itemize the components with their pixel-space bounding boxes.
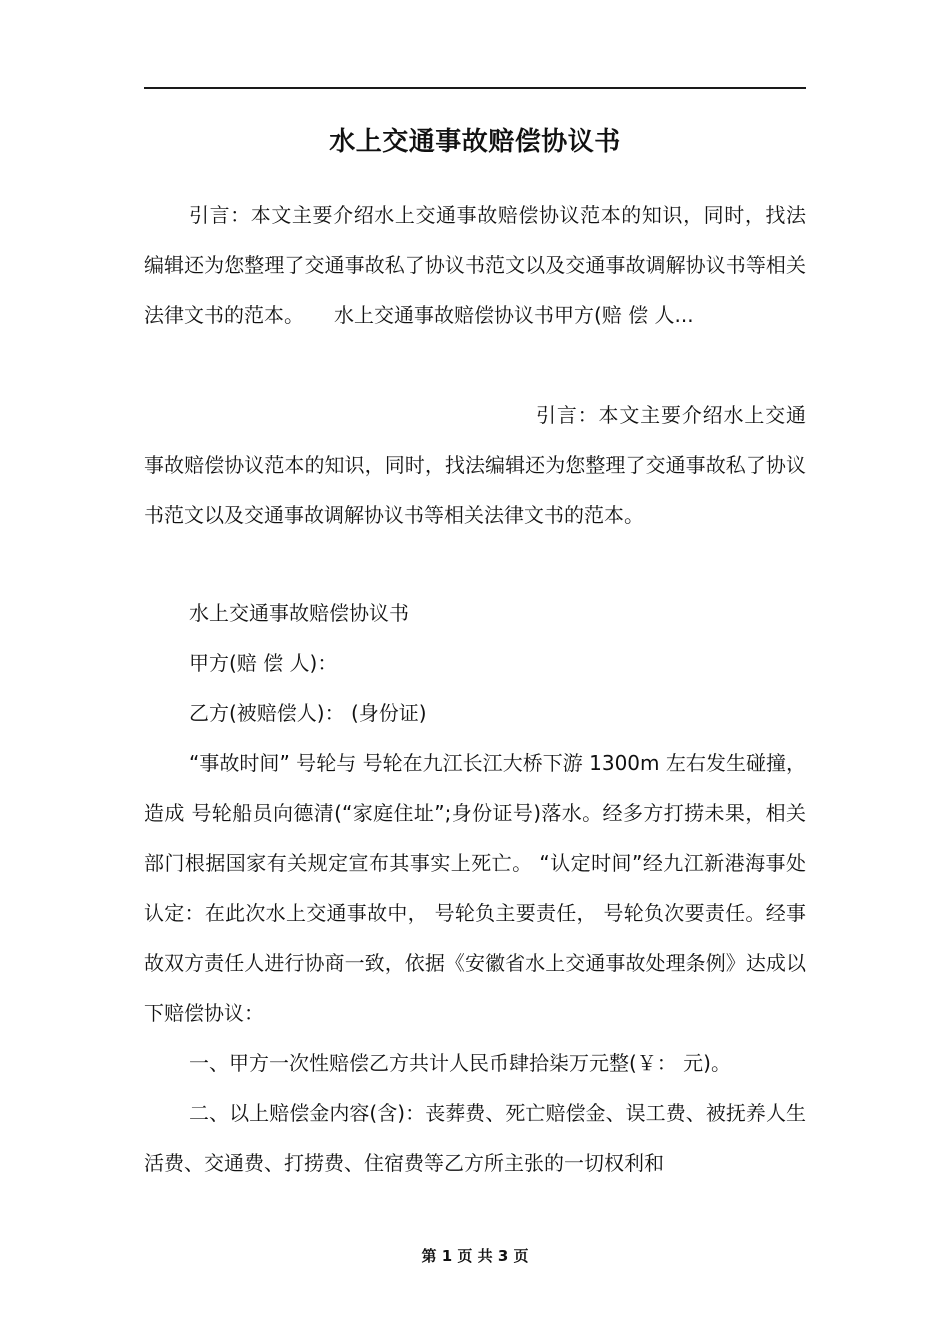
- accident-paragraph: “事故时间” 号轮与 号轮在九江长江大桥下游 1300m 左右发生碰撞，造成 号轮船员向德清(“家庭住址”;身份证号)落水。经多方打捞未果，相关部门根据国家有关规定宣布其事实上死亡。 “认定时间”经九江新港海事处认定：在此次水上交通事故中， 号轮负主要责任， 号轮负次要责任。经事故双方责任人进行协商一致，依据《安徽省水上交通事故处理条例》达成以下赔偿协议：: [144, 751, 806, 1025]
- document-body: [144, 588, 806, 1188]
- party-a-line: 甲方(赔 偿 人)：: [189, 651, 338, 675]
- clause-1: 一、甲方一次性赔偿乙方共计人民币肆拾柒万元整(￥： 元)。: [189, 1051, 731, 1075]
- document-title: 水上交通事故赔偿协议书: [329, 127, 621, 157]
- page-indicator: 第 1 页 共 3 页: [421, 1247, 529, 1265]
- header-rule: [144, 87, 806, 89]
- intro-paragraph: 引言：本文主要介绍水上交通事故赔偿协议范本的知识，同时，找法编辑还为您整理了交通事故私了协议书范文以及交通事故调解协议书等相关法律文书的范本。 水上交通事故赔偿协议书甲方(赔 偿 人...: [144, 203, 806, 327]
- clause-2: 二、以上赔偿金内容(含)：丧葬费、死亡赔偿金、误工费、被抚养人生活费、交通费、打捞费、住宿费等乙方所主张的一切权利和: [144, 1101, 806, 1175]
- summary-paragraph: 引言：本文主要介绍水上交通事故赔偿协议范本的知识，同时，找法编辑还为您整理了交通事故私了协议书范文以及交通事故调解协议书等相关法律文书的范本。: [144, 403, 806, 527]
- agreement-heading: 水上交通事故赔偿协议书: [189, 601, 409, 625]
- party-b-line: 乙方(被赔偿人)： (身份证): [189, 701, 427, 725]
